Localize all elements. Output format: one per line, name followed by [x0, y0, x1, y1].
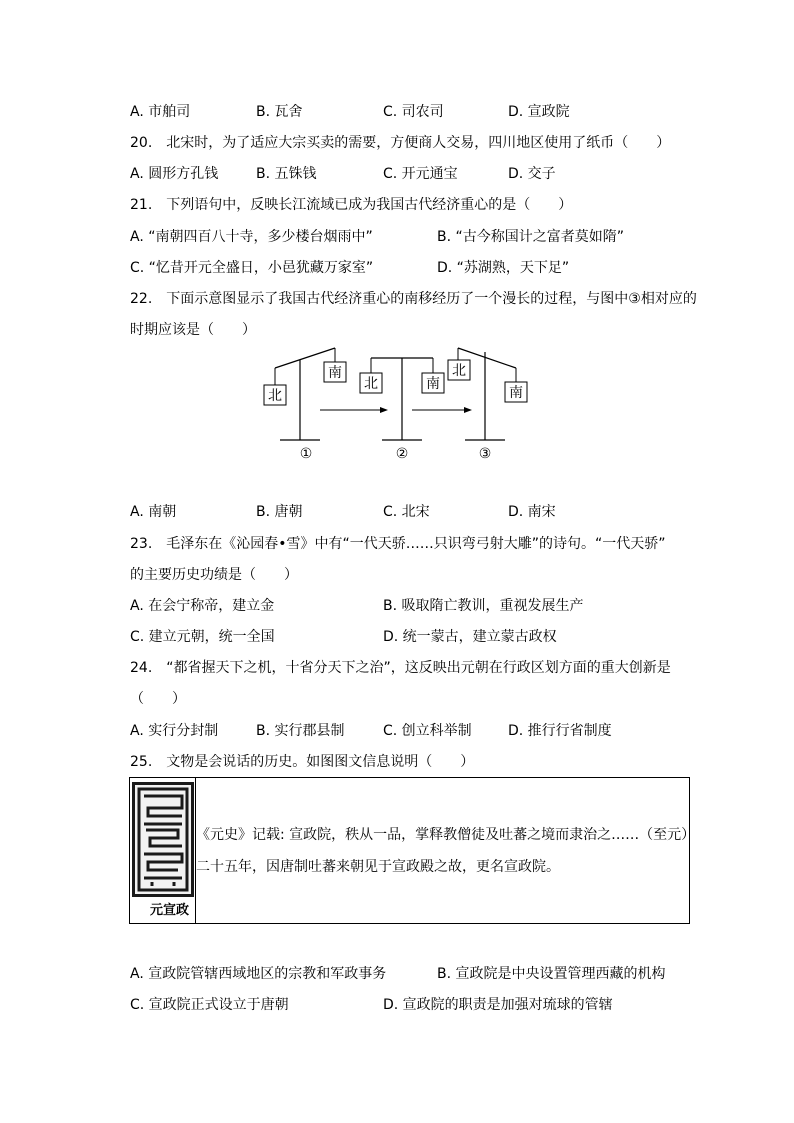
q24-stem-line1: 24. “都省握天下之机，十省分天下之治”，这反映出元朝在行政区划方面的重大创新是	[130, 660, 671, 676]
q21-option-d: D. “苏湖熟，天下足”	[437, 260, 570, 276]
q19-option-d: D. 宣政院	[508, 104, 570, 120]
q19-option-a: A. 市舶司	[130, 104, 191, 120]
seal-image	[130, 778, 196, 923]
q20-option-a: A. 圆形方孔钱	[130, 166, 219, 182]
q20-option-b: B. 五铢钱	[256, 166, 317, 182]
q21-stem: 21. 下列语句中，反映长江流域已成为我国古代经济重心的是（ ）	[130, 197, 573, 213]
q25-stem: 25. 文物是会说话的历史。如图图文信息说明（ ）	[130, 754, 475, 770]
q24-option-c: C. 创立科举制	[383, 723, 472, 739]
q21-option-c: C. “忆昔开元全盛日，小邑犹藏万家室”	[130, 260, 374, 276]
q23-stem-line2: 的主要历史功绩是（ ）	[130, 567, 298, 583]
seal-caption: 元宣政	[150, 903, 190, 918]
q23-option-c: C. 建立元朝，统一全国	[130, 629, 275, 645]
seal-stamp-icon	[132, 782, 194, 897]
q22-option-a: A. 南朝	[130, 504, 177, 520]
q23-option-d: D. 统一蒙古，建立蒙古政权	[383, 629, 557, 645]
balance-2-north-label: 北	[364, 376, 378, 392]
diagram-label-2: ②	[395, 446, 409, 462]
relic-text-line2: 二十五年，因唐制吐蕃来朝见于宣政殿之故，更名宣政院。	[196, 859, 560, 875]
q24-option-b: B. 实行郡县制	[256, 723, 345, 739]
q21-option-b: B. “古今称国计之富者莫如隋”	[437, 229, 625, 245]
economic-center-diagram	[250, 340, 550, 465]
q19-option-b: B. 瓦舍	[256, 104, 303, 120]
q25-option-c: C. 宣政院正式设立于唐朝	[130, 997, 289, 1013]
balance-3-north-label: 北	[452, 363, 466, 379]
q22-option-d: D. 南宋	[508, 504, 556, 520]
balance-3	[448, 348, 527, 440]
relic-figure	[129, 777, 696, 924]
balance-3-south-label: 南	[509, 385, 523, 401]
q20-option-d: D. 交子	[508, 166, 556, 182]
q23-option-b: B. 吸取隋亡教训，重视发展生产	[383, 598, 584, 614]
relic-text-line1: 《元史》记载: 宣政院，秩从一品，掌释教僧徒及吐蕃之境而隶治之……（至元）	[196, 827, 696, 843]
q23-option-a: A. 在会宁称帝，建立金	[130, 598, 275, 614]
q22-option-c: C. 北宋	[383, 504, 430, 520]
balance-1-south-label: 南	[328, 365, 342, 381]
q24-option-a: A. 实行分封制	[130, 723, 219, 739]
q20-stem: 20. 北宋时，为了适应大宗买卖的需要，方便商人交易，四川地区使用了纸币（ ）	[130, 135, 671, 151]
q25-option-a: A. 宣政院管辖西域地区的宗教和军政事务	[130, 966, 387, 982]
q24-stem-line2: （ ）	[130, 691, 186, 707]
arrow-right-icon	[380, 407, 388, 413]
balance-1-north-label: 北	[268, 388, 282, 404]
diagram-label-1: ①	[299, 446, 313, 462]
q20-option-c: C. 开元通宝	[383, 166, 458, 182]
q23-stem-line1: 23. 毛泽东在《沁园春•雪》中有“一代天骄……只识弯弓射大雕”的诗句。“一代天骄”	[130, 536, 666, 552]
q22-option-b: B. 唐朝	[256, 504, 303, 520]
balance-2-south-label: 南	[426, 376, 440, 392]
q21-option-a: A. “南朝四百八十寺，多少楼台烟雨中”	[130, 229, 373, 245]
q24-option-d: D. 推行行省制度	[508, 723, 612, 739]
balance-2	[360, 358, 444, 440]
q19-option-c: C. 司农司	[383, 104, 444, 120]
q22-stem-line2: 时期应该是（ ）	[130, 322, 256, 338]
balance-1	[264, 348, 346, 440]
q25-option-d: D. 宣政院的职责是加强对琉球的管辖	[383, 997, 613, 1013]
q22-stem-line1: 22. 下面示意图显示了我国古代经济重心的南移经历了一个漫长的过程，与图中③相对应的	[130, 291, 697, 307]
arrow-right-icon	[464, 407, 472, 413]
q25-option-b: B. 宣政院是中央设置管理西藏的机构	[437, 966, 666, 982]
diagram-label-3: ③	[478, 446, 492, 462]
